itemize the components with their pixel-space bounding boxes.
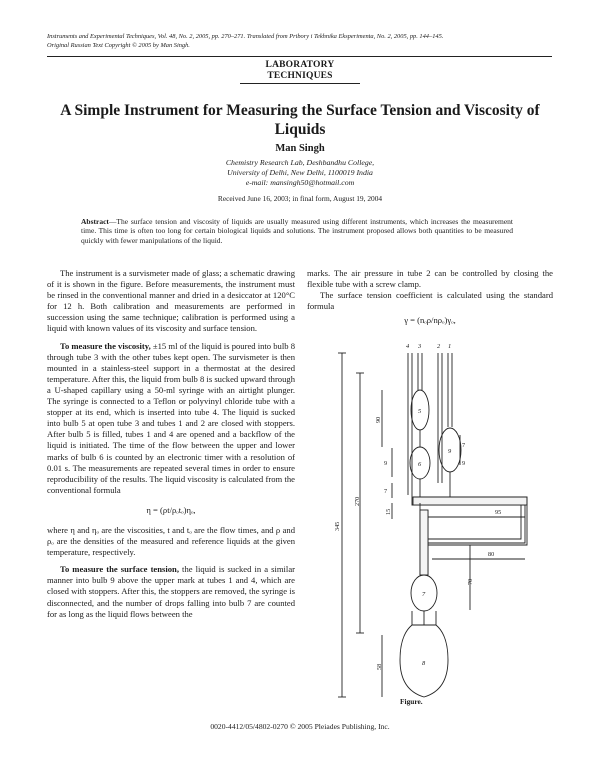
dim-270: 270 (354, 496, 361, 506)
tube-label-2: 2 (437, 343, 441, 350)
paragraph: The instrument is a survismeter made of glass; a schematic drawing of it is shown in the figure. Before measurements, the instrument must be rinsed in the conventional manner and dried in a desiccator at 120°C for 12 h. Both calibration and measurements are performed in succession using the same technique; calibration is performed using a liquid with known values of its viscosity and surface tension. (47, 268, 295, 334)
section-rule (240, 83, 360, 84)
affiliation-line: University of Delhi, New Delhi, 1100019 India (227, 168, 373, 177)
paragraph (47, 341, 295, 496)
journal-citation: Instruments and Experimental Techniques, Vol. 48, No. 2, 2005, pp. 270–271. Translated from Pribory i Tekhnika Eksperimenta, No. 2, 2005, pp. 144–145. (47, 33, 444, 40)
paragraph-lead: To measure the viscosity, (60, 340, 151, 351)
figure-caption: Figure. (400, 697, 423, 706)
bulb-label-7: 7 (422, 591, 426, 598)
dim-345: 345 (334, 521, 341, 531)
bulb-label-5: 5 (418, 408, 422, 415)
dim-15: 15 (385, 508, 392, 515)
section-word-1: LABORATORY (265, 60, 335, 70)
affiliation (0, 158, 600, 188)
article-title: A Simple Instrument for Measuring the Surface Tension and Viscosity of Liquids (60, 102, 540, 138)
paragraph: The surface tension coefficient is calculated using the standard formula (307, 290, 553, 312)
dim-7: 7 (384, 488, 388, 495)
bulb-label-9: 9 (448, 448, 452, 455)
bulb-label-8: 8 (422, 660, 426, 667)
page-footer: 0020-4412/05/4802-0270 © 2005 Pleiades Publishing, Inc. (210, 722, 390, 731)
section-word-2: TECHNIQUES (267, 71, 333, 81)
dim-90: 90 (375, 416, 382, 423)
dim-80: 80 (488, 551, 495, 558)
section-heading (0, 60, 600, 82)
tension-formula: γ = (nₒρ/nρₒ)γₒ, (404, 315, 456, 326)
tube-label-1: 1 (448, 343, 452, 350)
affiliation-line: Chemistry Research Lab, Deshbandhu College, (225, 158, 375, 167)
received-date: Received June 16, 2003; in final form, August 19, 2004 (217, 194, 383, 203)
author-name: Man Singh (275, 143, 325, 154)
paragraph (47, 564, 295, 619)
dim-58: 58 (376, 663, 383, 670)
dim-70: 70 (467, 578, 474, 585)
paragraph: where η and ηₒ are the viscosities, t and tₒ are the flow times, and ρ and ρₒ are the densities of the measured and reference liquids at the given temperature, respectively. (47, 524, 295, 558)
survismeter-figure (320, 335, 550, 717)
header-rule (47, 56, 552, 57)
journal-header (47, 33, 567, 50)
paragraph-body: ±15 ml of the liquid is poured into bulb 8 through tube 3 with the other tubes kept open. The survismeter is then mounted in a stainless-steel support in a thermostat at the desired temperature. After this, the liquid from bulb 8 is sucked upward through a U-shaped capillary using a 50-ml syringe with an airtight plunger. The syringe is connected to a Teflon or polyvinyl chloride tube with a stopper at its end, which is inserted into tube 4. The liquid is sucked into bulb 5 at open tube 3 and tubes 1 and 2 are closed with stoppers. After bulb 5 is filled, tubes 1 and 4 are opened and a backflow of the liquid is initiated. The time of the flow between the upper and lower marks of bulb 6 is counted by an electronic timer with a resolution of 0.01 s. The measurements are repeated several times in order to ensure reproducibility of the results. The liquid viscosity is calculated from the conventional formula (47, 340, 295, 495)
tube-label-3: 3 (418, 343, 422, 350)
abstract (81, 217, 513, 245)
dim-9-right: 9 (462, 460, 466, 467)
abstract-text: —The surface tension and viscosity of liquids are usually measured using different instruments, which increases the measurement time. This time is often too long for certain biological liquids and solutions. The instrument proposed allows both quantities to be measured quickly with fewer manipulations of the liquid. (81, 217, 513, 245)
copyright-line: Original Russian Text Copyright © 2005 by Man Singh. (47, 41, 190, 49)
dim-9: 9 (384, 460, 388, 467)
paragraph-body: the liquid is sucked in a similar manner into bulb 9 above the upper mark at tubes 1 and 4, which are closed with stoppers. After this, the stoppers are removed, the syringe is disconnected, and the number of drops falling into bulb 7 are counted for as long as the liquid flows between the (47, 564, 295, 619)
right-column (307, 268, 553, 326)
tube-label-4: 4 (406, 343, 410, 350)
email-line: e-mail: mansingh50@hotmail.com (245, 178, 355, 187)
bulb-label-6: 6 (418, 461, 422, 468)
paragraph-lead: To measure the surface tension, (60, 564, 179, 575)
abstract-label: Abstract (81, 217, 109, 226)
dim-7-right: 7 (462, 442, 466, 449)
viscosity-formula: η = (ρt/ρₒtₒ)ηₒ, (146, 504, 196, 515)
dim-95: 95 (495, 509, 502, 516)
paragraph: marks. The air pressure in tube 2 can be controlled by closing the flexible tube with a screw clamp. (307, 268, 553, 290)
left-column (47, 268, 295, 620)
